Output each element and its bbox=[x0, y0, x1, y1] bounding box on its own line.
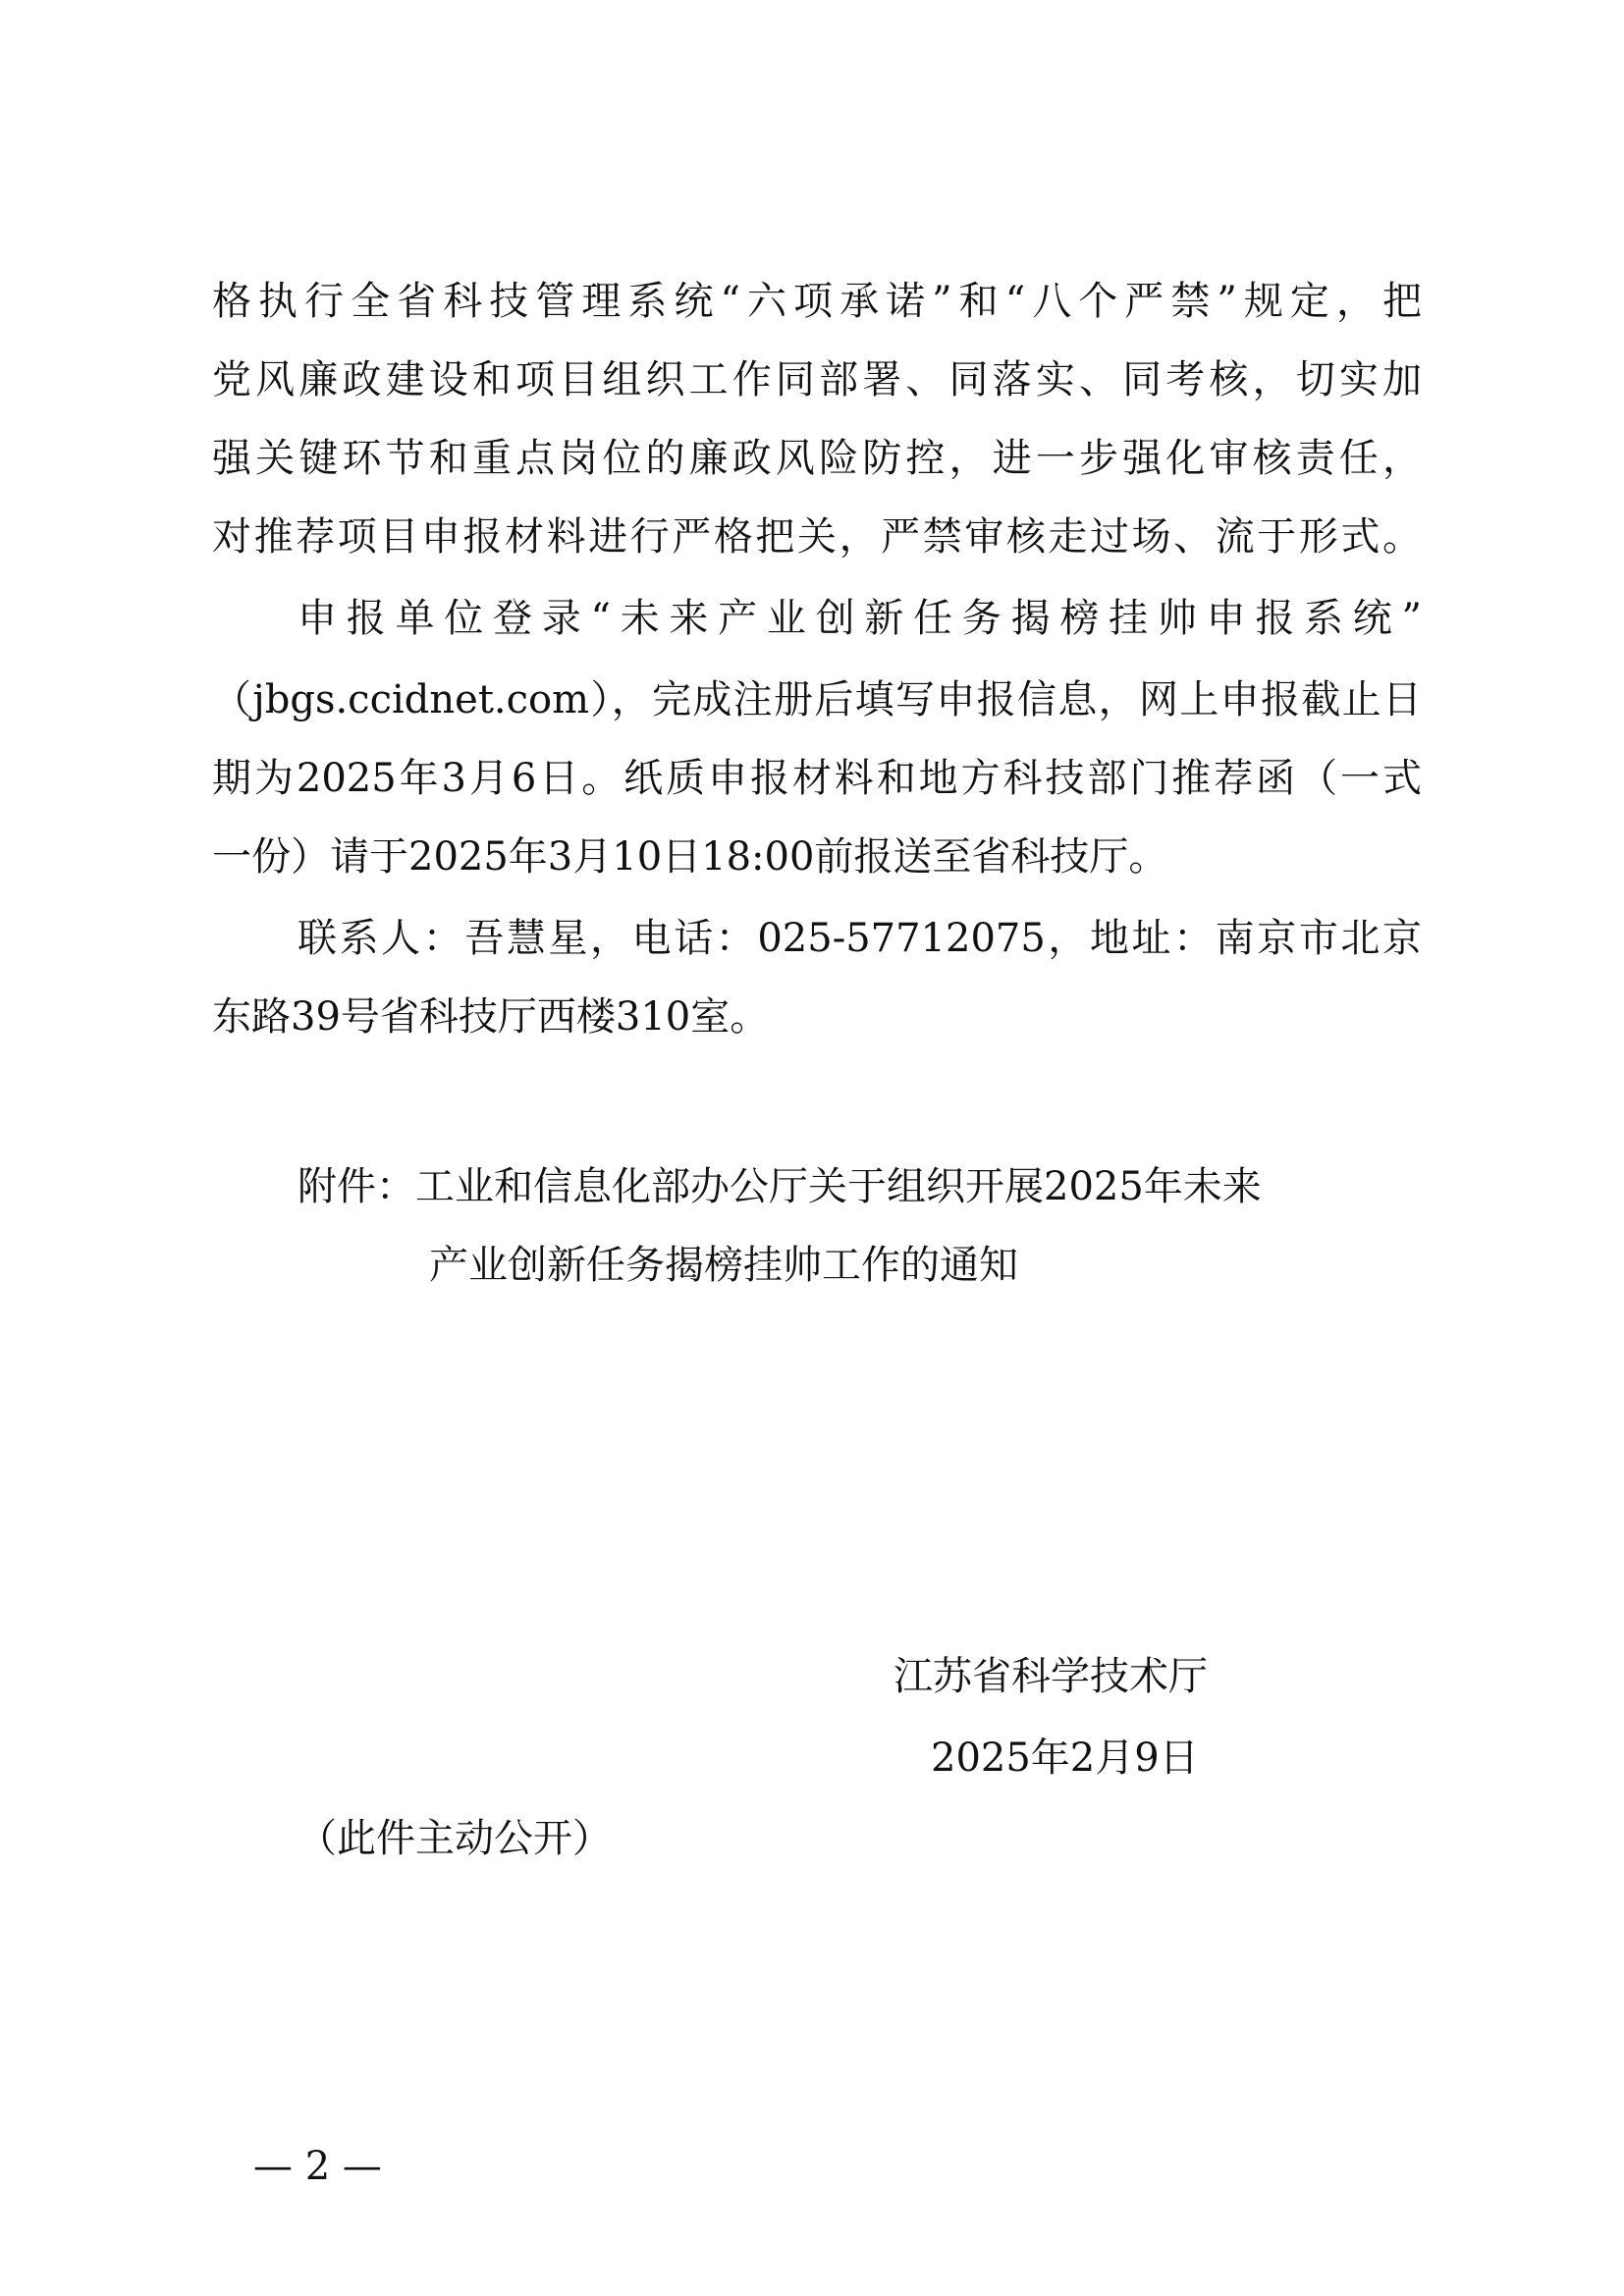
paragraph-3-line-2: 东路39号省科技厅西楼310室。 bbox=[212, 994, 770, 1040]
attachment-line-2: 产业创新任务揭榜挂帅工作的通知 bbox=[429, 1243, 1018, 1288]
attachment-line-1: 附件：工业和信息化部办公厅关于组织开展2025年未来 bbox=[298, 1164, 1262, 1209]
paragraph-3-line-1: 联系人：吾慧星，电话：025-57712075，地址：南京市北京 bbox=[298, 916, 1422, 961]
signature-organization: 江苏省科学技术厅 bbox=[893, 1654, 1208, 1699]
paragraph-1-line-1: 格执行全省科技管理系统“六项承诺”和“八个严禁”规定，把 bbox=[212, 279, 1422, 324]
paragraph-1-line-2: 党风廉政建设和项目组织工作同部署、同落实、同考核，切实加 bbox=[212, 357, 1422, 402]
paragraph-2-line-1: 申报单位登录“未来产业创新任务揭榜挂帅申报系统” bbox=[298, 596, 1422, 641]
paragraph-2-line-2: （jbgs.ccidnet.com），完成注册后填写申报信息，网上申报截止日 bbox=[212, 677, 1422, 722]
page-number: — 2 — bbox=[253, 2144, 382, 2189]
paragraph-1-line-3: 强关键环节和重点岗位的廉政风险防控，进一步强化审核责任， bbox=[212, 436, 1422, 481]
signature-date: 2025年2月9日 bbox=[931, 1735, 1199, 1781]
disclosure-note: （此件主动公开） bbox=[298, 1816, 612, 1861]
paragraph-2-line-4: 一份）请于2025年3月10日18:00前报送至省科技厅。 bbox=[212, 834, 1168, 880]
paragraph-1-line-4: 对推荐项目申报材料进行严格把关，严禁审核走过场、流于形式。 bbox=[212, 514, 1422, 560]
paragraph-2-line-3: 期为2025年3月6日。纸质申报材料和地方科技部门推荐函（一式 bbox=[212, 756, 1422, 801]
